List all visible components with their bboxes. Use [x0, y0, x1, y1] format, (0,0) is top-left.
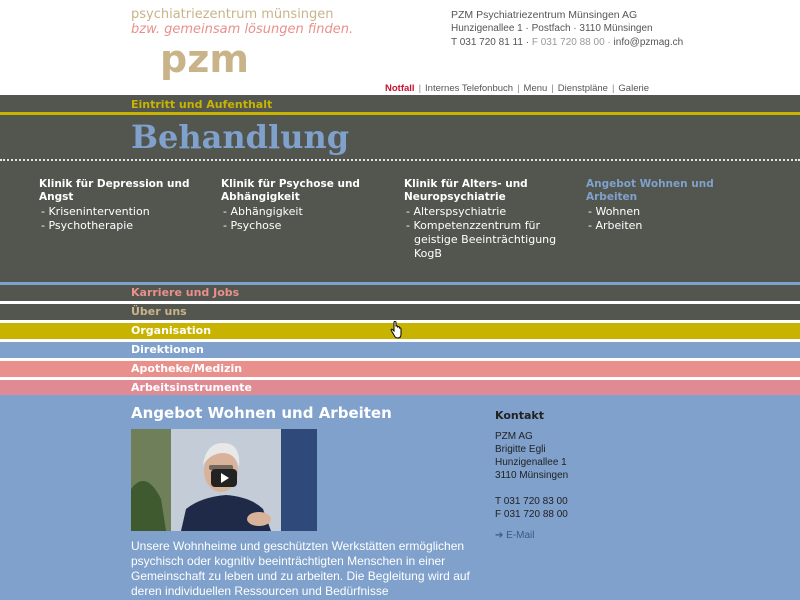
contact-title: Kontakt [495, 409, 544, 422]
topnav-galerie[interactable]: Galerie [618, 83, 650, 94]
video-player[interactable] [131, 429, 317, 531]
topnav-separator: | [418, 83, 422, 94]
address-email[interactable]: info@pzmag.ch [613, 37, 684, 48]
contact-company: PZM AG [495, 431, 533, 442]
menu-heading-wohnen-arbeiten[interactable]: Angebot Wohnen und Arbeiten [586, 178, 714, 203]
address-fax: F 031 720 88 00 · [531, 37, 614, 48]
menu-item-psychose[interactable]: - Psychose [221, 219, 396, 233]
topnav-notfall[interactable]: Notfall [385, 83, 415, 94]
content-body: Unsere Wohnheime und geschützten Werkstätten ermöglichen psychisch oder kognitiv beeinträchtigten Menschen in einer Gemeinschaft zu leben und zu arbeiten. Die Begleitung wird auf deren individuellen Ressourcen und Bedürfnisse [131, 539, 470, 598]
topnav-separator: | [517, 83, 520, 94]
section-bars [0, 282, 800, 399]
play-button-icon[interactable] [211, 469, 237, 487]
address-tel: T 031 720 81 11 · [451, 37, 532, 48]
topnav-menu[interactable]: Menu [523, 83, 548, 94]
tagline [131, 7, 353, 37]
top-navigation [385, 83, 649, 94]
menu-heading-depression[interactable]: Klinik für Depression und Angst [39, 178, 190, 203]
menu-column-psychose [221, 178, 396, 233]
menu-column-wohnen-arbeiten [586, 178, 726, 233]
divider-yellow [0, 112, 800, 115]
address-block [451, 8, 683, 50]
address-contact [451, 36, 683, 50]
bar-karriere-jobs[interactable]: Karriere und Jobs [0, 285, 800, 301]
menu-item-wohnen[interactable]: - Wohnen [586, 205, 726, 219]
menu-item-krisenintervention[interactable]: - Krisenintervention [39, 205, 214, 219]
logo-text: pzm [160, 42, 249, 81]
contact-city: 3110 Münsingen [495, 470, 569, 481]
topnav-separator: | [611, 83, 615, 94]
contact-street: Hunzigenallee 1 [495, 457, 567, 468]
content-area [0, 395, 800, 600]
menu-item-arbeiten[interactable]: - Arbeiten [586, 219, 726, 233]
section-title: Behandlung [131, 118, 350, 156]
breadcrumb-eintritt[interactable]: Eintritt und Aufenthalt [131, 98, 273, 111]
contact-tel: T 031 720 83 00 [495, 496, 568, 507]
menu-item-kogb[interactable]: - Kompetenzzentrum für geistige Beeinträchtigung KogB [404, 219, 564, 261]
contact-person: Brigitte Egli [495, 444, 546, 455]
bar-ueber-uns[interactable]: Über uns [0, 304, 800, 320]
bar-direktionen[interactable]: Direktionen [0, 342, 800, 358]
menu-heading-alter[interactable]: Klinik für Alters- und Neuropsychiatrie [404, 178, 528, 203]
contact-fax: F 031 720 88 00 [495, 509, 568, 520]
content-title: Angebot Wohnen und Arbeiten [131, 404, 392, 422]
main-nav-panel [0, 95, 800, 282]
tagline-line-1: psychiatriezentrum münsingen [131, 7, 334, 22]
menu-column-depression [39, 178, 214, 233]
bar-apotheke-medizin[interactable]: Apotheke/Medizin [0, 361, 800, 377]
menu-item-psychotherapie[interactable]: - Psychotherapie [39, 219, 214, 233]
bar-arbeitsinstrumente[interactable]: Arbeitsinstrumente [0, 380, 800, 396]
menu-item-alterspsychiatrie[interactable]: - Alterspsychiatrie [404, 205, 564, 219]
tagline-line-2: bzw. gemeinsam lösungen finden. [131, 22, 354, 37]
address-title: PZM Psychiatriezentrum Münsingen AG [451, 9, 638, 21]
topnav-telefonbuch[interactable]: Internes Telefonbuch [425, 83, 514, 94]
bar-organisation[interactable]: Organisation [0, 323, 800, 339]
topnav-dienstplaene[interactable]: Dienstpläne [557, 83, 608, 94]
divider-dotted [0, 159, 800, 161]
address-line: Hunzigenallee 1 · Postfach · 3110 Münsingen [451, 23, 653, 34]
contact-email-link[interactable]: ➔ E-Mail [495, 530, 535, 541]
pzm-logo[interactable] [160, 42, 252, 88]
topnav-separator: | [551, 83, 554, 94]
menu-heading-psychose[interactable]: Klinik für Psychose und Abhängigkeit [221, 178, 360, 203]
hand-cursor-icon [390, 321, 402, 339]
contact-block [495, 409, 568, 542]
menu-column-alter [404, 178, 564, 261]
menu-item-abhaengigkeit[interactable]: - Abhängigkeit [221, 205, 396, 219]
